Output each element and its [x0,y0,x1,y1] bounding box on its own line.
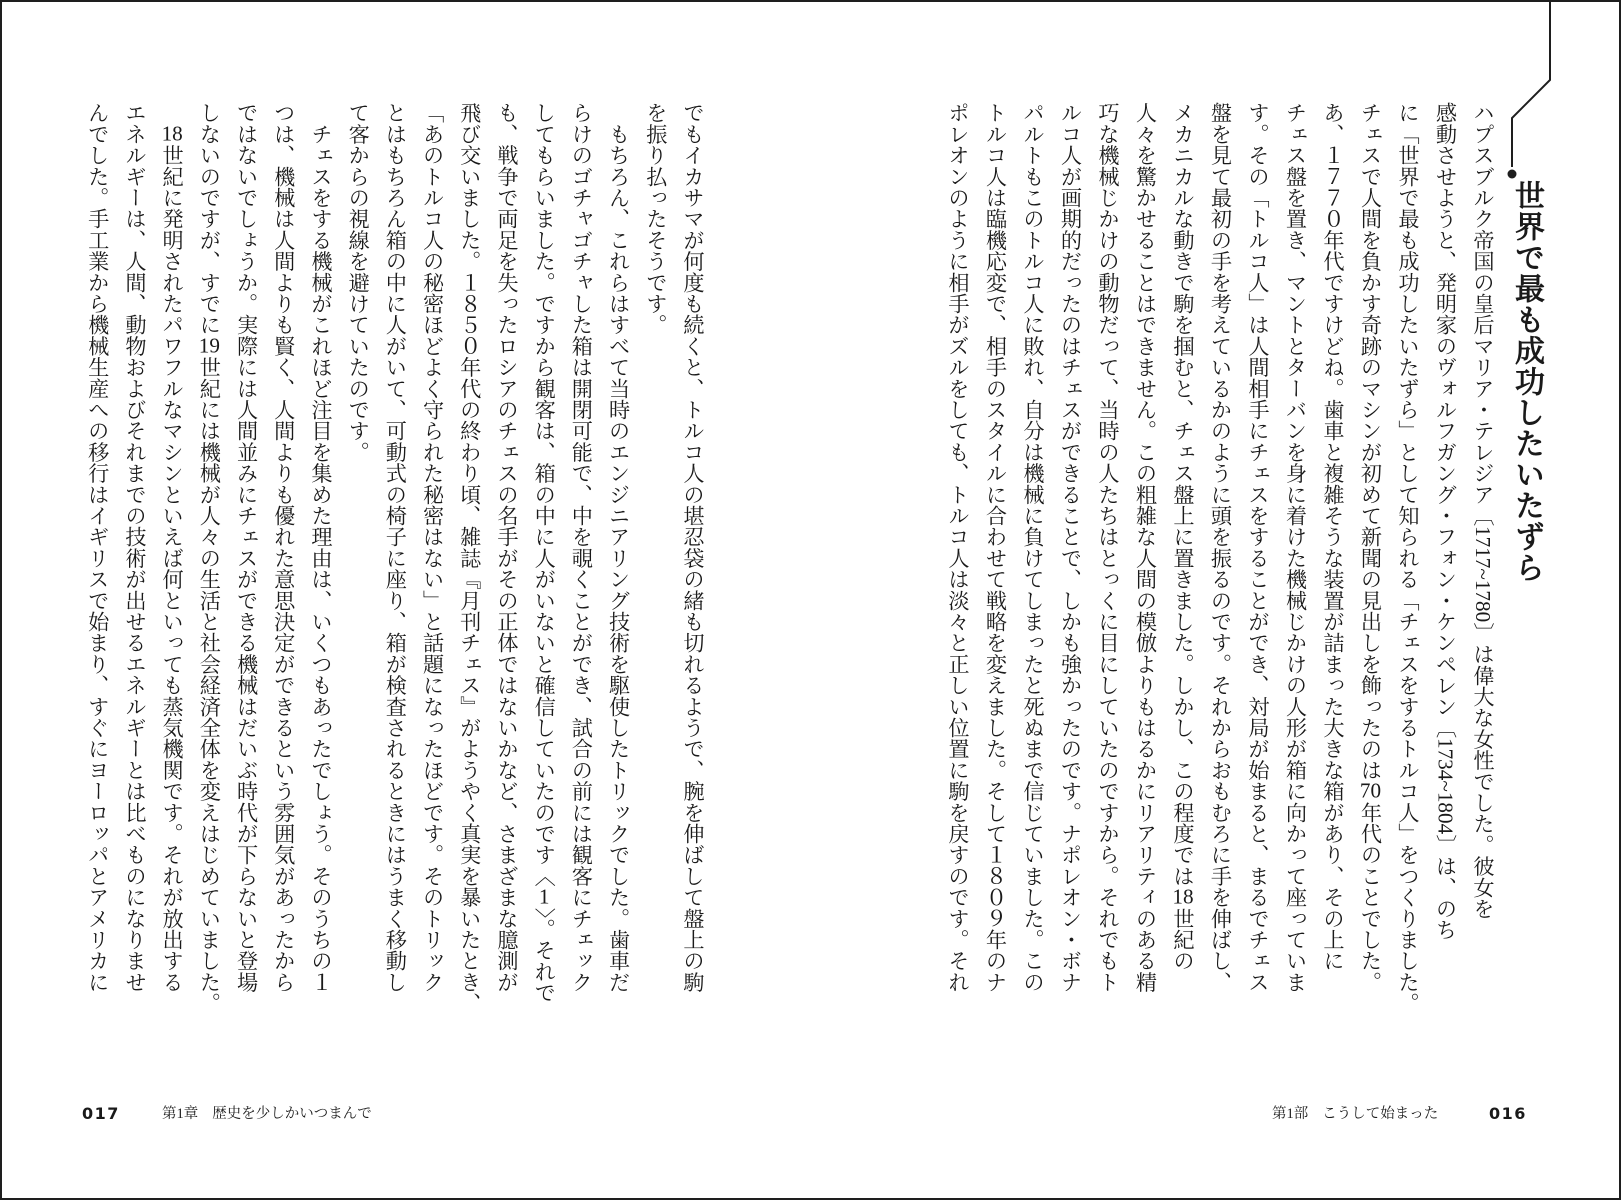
page-number-left: 017 [82,1104,120,1123]
text-column: 感動させようと、発明家のヴォルフガング・フォン・ケンペレン〔1734~1804〕は、のち [1433,102,1458,941]
text-column: も、戦争で両足を失ったロシアのチェスの名手がその正体ではないかなど、さまざまな臆測が [494,102,519,993]
text-column: しないのですが、すでに19世紀には機械が人々の生活と社会経済全体を変えはじめていました。 [197,102,222,1014]
text-column: もちろん、これらはすべて当時のエンジニアリング技術を駆使したトリックでした。歯車だ [606,102,631,993]
text-column: 飛び交いました。１８５０年代の終わり頃、雑誌『月刊チェス』がようやく真実を暴いたとき、 [457,102,482,1014]
text-column: エネルギーは、人間、動物およびそれまでの技術が出せるエネルギーとは比べものになりませ [122,102,147,993]
upright-number: 18 [161,123,183,145]
text-column: パルトもこのトルコ人に敗れ、自分は機械に負けてしまったと死ぬまで信じていました。この [1021,102,1045,993]
page-number-right: 016 [1489,1104,1527,1123]
text-column: とはもちろん箱の中に人がいて、可動式の椅子に座り、箱が検査されるときにはうまく移動し [383,102,408,993]
chapter-label: 第1章 [162,1106,199,1122]
section-heading: 世界で最も成功したいたずら [1509,180,1544,583]
text-column: 「あのトルコ人の秘密ほどよく守られた秘密はない」と話題になったほどです。そのトリック [420,102,445,993]
heading-rule-line [1512,2,1550,167]
text-column: を振り払ったそうです。 [643,102,668,336]
text-column: ルコ人が画期的だったのはチェスができることで、しかも強かったのです。ナポレオン・ボナ [1058,102,1083,993]
heading-bullet-icon [1508,170,1517,179]
text-column: らけのゴチャゴチャした箱は開閉可能で、中を覗くことができ、試合の前には観客にチェック [569,102,594,993]
upright-number: 1 [538,886,550,908]
upright-number: 18 [1172,886,1194,908]
upright-number: 19 [198,335,220,357]
text-column: ではないでしょうか。実際には人間並みにチェスができる機械はだいぶ時代が下らないと登場 [234,102,259,993]
text-column: でもイカサマが何度も続くと、トルコ人の堪忍袋の緒も切れるようで、腕を伸ばして盤上の駒 [681,102,705,993]
text-column: あ、１７７０年代ですけどね。歯車と複雑そうな装置が詰まった大きな箱があり、その上に [1321,102,1345,972]
text-column: んでした。手工業から機械生産への移行はイギリスで始まり、すぐにヨーロッパとアメリカに [85,102,110,993]
text-column: トルコ人は臨機応変で、相手のスタイルに合わせて戦略を変えました。そして１８０９年のナ [983,102,1008,993]
text-column: チェス盤を置き、マントとターバンを身に着けた機械じかけの人形が箱に向かって座っていま [1283,102,1308,993]
chapter-title: 歴史を少しかいつまんで [212,1106,372,1122]
text-column: チェスで人間を負かす奇跡のマシンが初めて新聞の見出しを飾ったのは70年代のことでした。 [1358,102,1383,993]
running-footer-part [1272,1103,1438,1125]
running-footer-chapter [162,1103,372,1125]
text-column: してもらいました。ですから観客は、箱の中に人がいないと確信していたのです〈1〉。それで [532,102,557,1004]
text-column: 盤を見て最初の手を考えているかのように頭を振るのです。それからおもむろに手を伸ばし、 [1208,102,1233,993]
text-column: つは、機械は人間よりも賢く、人間よりも優れた意思決定ができるという雰囲気があったから [271,102,296,993]
text-column: ハプスブルク帝国の皇后マリア・テレジア〔1717~1780〕は偉大な女性でした。彼女を [1471,102,1495,920]
text-column: ポレオンのように相手がズルをしても、トルコ人は淡々と正しい位置に駒を戻すのです。それ [946,102,970,993]
text-column: 18世紀に発明されたパワフルなマシンといえば何といっても蒸気機関です。それが放出する [160,123,185,993]
text-column: チェスをする機械がこれほど注目を集めた理由は、いくつもあったでしょう。そのうちの１ [308,102,333,993]
text-column: 人々を驚かせることはできません。この粗雑な人間の模倣よりもはるかにリアリティのある精 [1133,102,1158,993]
right-page-body [938,102,1501,1014]
left-page-body [78,102,711,1014]
part-label: 第1部 [1272,1106,1309,1122]
text-column: 巧な機械じかけの動物だって、当時の人たちはとっくに目にしていたのですから。それでもト [1096,102,1120,993]
text-column: に「世界で最も成功したいたずら」として知られる「チェスをするトルコ人」をつくりました。 [1396,102,1420,1014]
upright-number: 70 [1359,780,1382,802]
text-column: す。その「トルコ人」は人間相手にチェスをすることができ、対局が始まると、まるでチェス [1246,102,1270,993]
text-column: て客からの視線を避けていたのです。 [346,102,371,463]
part-title: こうして始まった [1322,1106,1439,1122]
text-column: メカニカルな動きで駒を掴むと、チェス盤上に置きました。しかし、この程度では18世紀の [1171,102,1195,972]
